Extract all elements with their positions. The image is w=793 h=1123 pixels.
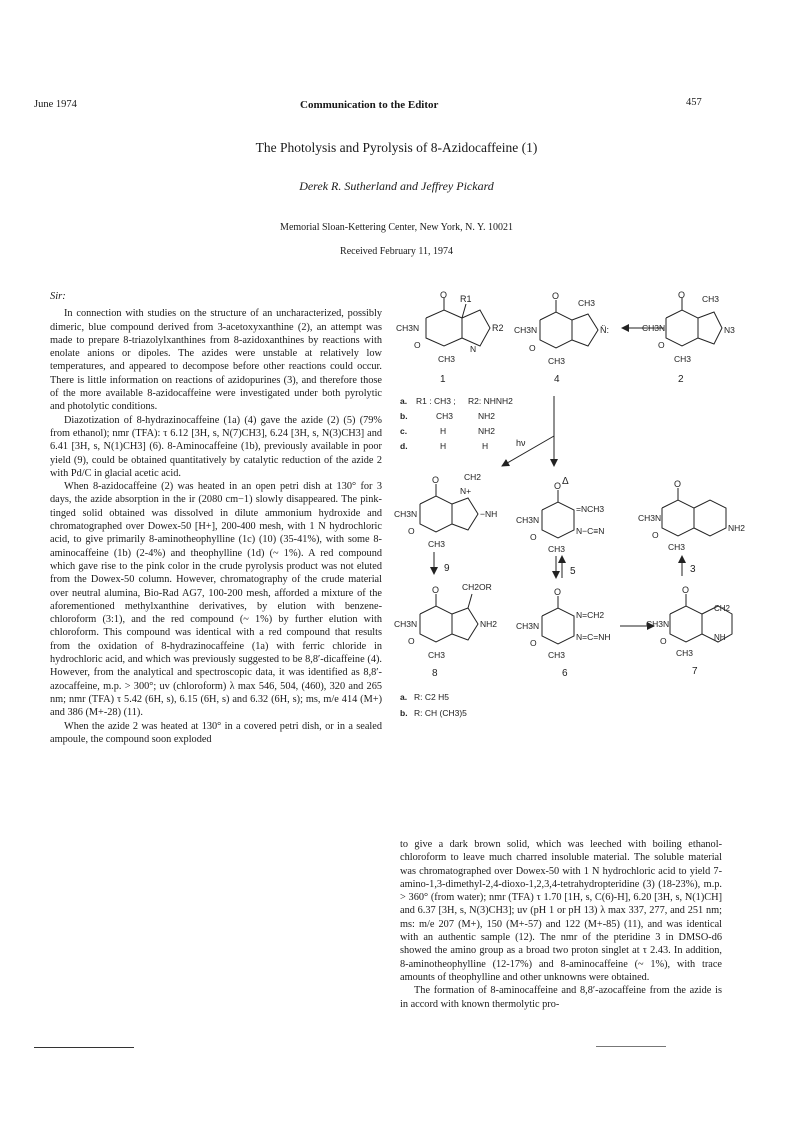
atom-label: N−C≡N: [576, 526, 605, 536]
compound-9: [394, 472, 497, 574]
svg-text:H: H: [440, 426, 447, 436]
article-title: The Photolysis and Pyrolysis of 8-Azidocaffeine (1): [255, 140, 538, 155]
authors: Derek R. Sutherland and Jeffrey Pickard: [299, 179, 494, 193]
atom-label: O: [408, 636, 415, 646]
atom-label: R2: [492, 323, 504, 333]
atom-label: O: [554, 587, 562, 597]
page-number: 457: [686, 97, 702, 108]
atom-label: O: [660, 636, 667, 646]
compound-2: [642, 290, 735, 385]
atom-label: CH3: [428, 650, 446, 660]
atom-label: N=C=NH: [576, 632, 611, 642]
compound-3: [638, 479, 745, 576]
atom-label: R1: [460, 294, 472, 304]
paragraph: The formation of 8-aminocaffeine and 8,8′-azocaffeine from the azide is in accord with known thermolytic pro-: [400, 985, 722, 1010]
atom-label: CH3: [438, 354, 456, 364]
svg-text:a.: a.: [400, 692, 408, 702]
atom-label: CH2: [464, 472, 482, 482]
atom-label: CH3: [702, 294, 720, 304]
compound-number: 3: [690, 564, 696, 575]
atom-label: NH2: [480, 619, 498, 629]
compound-5: [516, 481, 604, 578]
compound-6: [516, 587, 610, 679]
atom-label: O: [440, 290, 448, 300]
atom-label: CH3N: [516, 515, 540, 525]
atom-label: O: [658, 340, 665, 350]
paragraph: Diazotization of 8-hydrazinocaffeine (1a) (4) gave the azide (2) (5) (79% from ethanol); nmr (TFA): τ 6.12 [3H, s, N(7)CH3], 6.24 [3H, s, N(3)CH3] and 6.41 [3H, s, N(1)CH3] (6). 8-Aminocaffeine (1b), previously available in poor yield (9), could be obtained quantitatively by catalytic reduction of the azide 2 with Pd/C in glacial acetic acid.: [50, 414, 382, 479]
svg-text:NH2: NH2: [478, 411, 496, 421]
atom-label: O: [674, 479, 682, 489]
bottom-rule: [596, 1046, 666, 1047]
svg-text:a.: a.: [400, 396, 408, 406]
atom-label: CH3N: [396, 323, 420, 333]
atom-label: CH3: [548, 650, 566, 660]
atom-label: O: [552, 291, 560, 301]
paragraph: When the azide 2 was heated at 130° in a covered petri dish, or in a sealed ampoule, the compound soon exploded: [50, 720, 382, 745]
svg-text:b.: b.: [400, 411, 408, 421]
atom-label: CH2OR: [462, 582, 492, 592]
atom-label: CH3N: [394, 619, 418, 629]
atom-label: O: [530, 638, 537, 648]
atom-label: CH3N: [516, 621, 540, 631]
atom-label: O: [530, 532, 537, 542]
footnote-rule: [34, 1047, 134, 1048]
atom-label: O: [652, 530, 659, 540]
atom-label: O: [414, 340, 421, 350]
thermal-label: Δ: [562, 476, 569, 487]
compound-number: 4: [554, 374, 560, 385]
atom-label: O: [554, 481, 562, 491]
received-date: Received February 11, 1974: [340, 246, 453, 257]
atom-label: −NH: [480, 509, 498, 519]
photolysis-arrow: [502, 436, 554, 466]
atom-label: NH2: [728, 523, 746, 533]
atom-label: N̈:: [600, 325, 609, 335]
atom-label: CH3: [428, 539, 446, 549]
affiliation: Memorial Sloan-Kettering Center, New York, N. Y. 10021: [280, 222, 513, 233]
compound-number: 7: [692, 666, 698, 677]
paragraph: to give a dark brown solid, which was leeched with boiling ethanol-chloroform to leave much charred insoluble material. The soluble material was chromatographed over Dowex-50 with 1 N hydrochloric acid to yield 7-amino-1,3-dimethyl-2,4-dioxo-1,2,3,4-tetrahydropteridine (3) (18-23%), m.p. > 360° (from water); nmr (TFA) τ 1.70 [1H, s, C(6)-H], 6.20 [3H, s, N(1)CH] and 6.37 [3H, s, N(3)CH3]; uv (pH 1 or pH 13) λ max 337, 277, and 251 nm; ms: m/e 207 (M+), 150 (M+-57) and 122 (M+-85) (11), and was identical with an authentic sample (12). The nmr of the pteridine 3 in DMSO-d6 showed the amino group as a broad two proton singlet at τ 2.43. In addition, 8-aminotheophylline (12-17%) and 8-aminocaffeine (~ 1%), with trace amounts of theophylline and other unknowns were obtained.: [400, 839, 722, 983]
atom-label: CH3: [668, 542, 686, 552]
atom-label: CH2: [714, 604, 731, 613]
atom-label: O: [682, 585, 690, 595]
atom-label: CH3N: [642, 323, 666, 333]
svg-text:R1 : CH3 ;: R1 : CH3 ;: [416, 396, 456, 406]
compound-7: [646, 585, 732, 677]
svg-text:R: CH (CH3)5: R: CH (CH3)5: [414, 708, 467, 718]
svg-text:R: C2 H5: R: C2 H5: [414, 692, 449, 702]
atom-label: O: [529, 343, 536, 353]
atom-label: O: [678, 290, 686, 300]
compound-1: [396, 290, 504, 385]
paragraph: When 8-azidocaffeine (2) was heated in an open petri dish at 130° for 3 days, the azide absorption in the ir (2080 cm−1) slowly disappeared. The pink-tinged solid obtained was dissolved in dilute ammonium hydroxide and chromatographed over Dowex-50 [H+], 200-400 mesh, with 1 N hydrochloric acid, to give primarily 8-aminotheophylline (1c) (10) (35-41%), with some 8-aminocaffeine (1b) (2-4%) and theophylline (1d) (~ 1%). A red compound which gave rise to the pink color in the crude pyrolysis product was not eluted from the Dowex-50 column. However, chromatography of the crude material over neutral alumina, Bio-Rad AG7, 100-200 mesh, afforded a mixture of the aforementioned methylxanthine derivatives, by elution with benzene-chloroform (3:1), and the red compound (~ 1%) by further elution with chloroform. This compound was identical with a red compound that results from the oxidation of 8-hydrazinocaffeine (1a) with ferric chloride in hydrochloric acid, and which was previously suggested to be 8,8′-dicaffeine (4). However, from the analytical and spectroscopic data, it was identified as 8,8′-azocaffeine, m.p. > 300°; uv (chloroform) λ max 546, 504, (460), 320 and 265 nm; nmr (TFA) τ 5.42 (6H, s), 6.15 (6H, s) and 6.32 (6H, s); ms, m/e 414 (M+) and 386 (M+-28) (11).: [50, 481, 382, 719]
atom-label: O: [432, 475, 440, 485]
substituent-table: [400, 396, 513, 451]
paragraph: In connection with studies on the structure of an uncharacterized, possibly dimeric, blue compound derived from 3-acetoxyxanthine (2), an attempt was made to prepare 8-triazolylxanthines from 8-azidoxanthines by reactions with enolate anions or dipoles. The azides were unstable at relatively low temperatures, and appeared to decompose before other reactions could occur. There is little information on reactions of azidopurines (3), and therefore those of the more available 8-azidocaffeine were investigated under both pyrolytic and photolytic conditions.: [50, 308, 382, 413]
svg-text:c.: c.: [400, 426, 408, 436]
atom-label: N3: [724, 325, 735, 335]
svg-text:CH3: CH3: [436, 411, 454, 421]
svg-text:NH2: NH2: [478, 426, 496, 436]
atom-label: CH3: [676, 648, 694, 658]
atom-label: N=CH2: [576, 610, 605, 620]
substituent-table-8: [400, 692, 467, 718]
atom-label: CH3: [674, 354, 692, 364]
atom-label: N: [470, 344, 477, 354]
atom-label: CH3N: [638, 513, 662, 523]
photolysis-label: hν: [516, 438, 526, 448]
svg-text:H: H: [440, 441, 447, 451]
atom-label: CH3: [548, 544, 566, 554]
svg-text:d.: d.: [400, 441, 408, 451]
svg-text:b.: b.: [400, 708, 408, 718]
right-column: [400, 838, 722, 1011]
atom-label: CH3N: [514, 325, 538, 335]
reaction-scheme: [392, 288, 746, 833]
header-date: June 1974: [34, 99, 77, 110]
atom-label: CH3: [578, 298, 596, 308]
compound-number: 6: [562, 668, 568, 679]
svg-text:H: H: [482, 441, 489, 451]
salutation: Sir:: [50, 291, 66, 302]
compound-8: [394, 582, 497, 679]
header-section: Communication to the Editor: [300, 99, 439, 111]
atom-label: O: [432, 585, 440, 595]
atom-label: CH3N: [646, 619, 670, 629]
atom-label: CH3N: [394, 509, 418, 519]
atom-label: O: [408, 526, 415, 536]
compound-number: 5: [570, 566, 576, 577]
atom-label: =NCH3: [576, 504, 605, 514]
compound-number: 2: [678, 374, 684, 385]
compound-number: 1: [440, 374, 446, 385]
atom-label: CH3: [548, 356, 566, 366]
compound-number: 8: [432, 668, 438, 679]
svg-text:R2: NHNH2: R2: NHNH2: [468, 396, 513, 406]
compound-number: 9: [444, 563, 450, 574]
left-column: [50, 290, 382, 746]
atom-label: NH: [714, 633, 726, 642]
compound-4: [514, 291, 609, 385]
atom-label: N+: [460, 486, 472, 496]
